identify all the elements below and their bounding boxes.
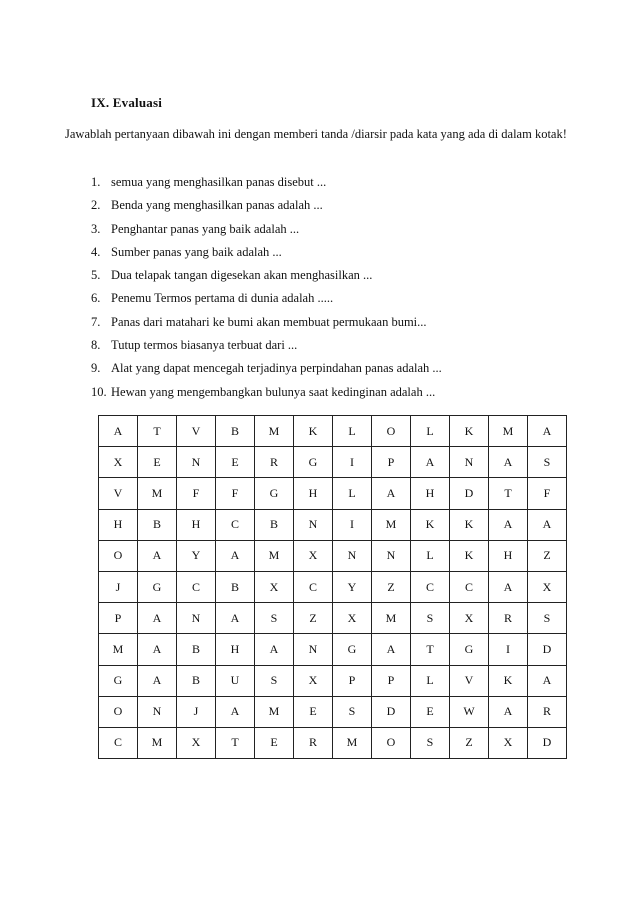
grid-cell[interactable]: V <box>99 478 138 509</box>
grid-cell[interactable]: P <box>372 447 411 478</box>
grid-cell[interactable]: L <box>411 416 450 447</box>
grid-cell[interactable]: T <box>489 478 528 509</box>
grid-cell[interactable]: D <box>372 696 411 727</box>
question-item <box>91 311 561 334</box>
grid-cell[interactable]: C <box>216 509 255 540</box>
grid-cell[interactable]: Z <box>450 727 489 758</box>
grid-cell[interactable]: O <box>372 727 411 758</box>
grid-cell[interactable]: L <box>411 665 450 696</box>
grid-row <box>99 416 567 447</box>
question-number: 8. <box>91 338 101 353</box>
grid-cell[interactable]: S <box>411 727 450 758</box>
grid-cell[interactable]: P <box>372 665 411 696</box>
grid-cell[interactable]: A <box>216 696 255 727</box>
grid-cell[interactable]: T <box>216 727 255 758</box>
grid-cell[interactable]: K <box>450 416 489 447</box>
grid-cell[interactable]: O <box>99 696 138 727</box>
grid-cell[interactable]: F <box>528 478 567 509</box>
grid-cell[interactable]: P <box>99 603 138 634</box>
question-item <box>91 381 561 404</box>
grid-cell[interactable]: Y <box>333 571 372 602</box>
question-text: Dua telapak tangan digesekan akan menghasilkan ... <box>111 268 373 283</box>
question-number: 5. <box>91 268 101 283</box>
grid-cell[interactable]: G <box>294 447 333 478</box>
grid-cell[interactable]: N <box>177 603 216 634</box>
grid-cell[interactable]: A <box>216 540 255 571</box>
grid-cell[interactable]: X <box>99 447 138 478</box>
grid-cell[interactable]: A <box>528 416 567 447</box>
grid-cell[interactable]: K <box>489 665 528 696</box>
grid-cell[interactable]: C <box>411 571 450 602</box>
grid-cell[interactable]: S <box>528 447 567 478</box>
grid-cell[interactable]: C <box>294 571 333 602</box>
grid-cell[interactable]: A <box>138 603 177 634</box>
question-item <box>91 241 561 264</box>
word-search-grid <box>98 415 567 759</box>
grid-cell[interactable]: X <box>177 727 216 758</box>
question-number: 10. <box>91 384 107 399</box>
grid-cell[interactable]: K <box>294 416 333 447</box>
grid-cell[interactable]: T <box>411 634 450 665</box>
grid-row <box>99 447 567 478</box>
question-item <box>91 218 561 241</box>
grid-cell[interactable]: R <box>489 603 528 634</box>
grid-cell[interactable]: I <box>333 509 372 540</box>
grid-cell[interactable]: W <box>450 696 489 727</box>
grid-cell[interactable]: M <box>255 416 294 447</box>
question-text: Alat yang dapat mencegah terjadinya perpindahan panas adalah ... <box>111 361 442 376</box>
grid-cell[interactable]: H <box>489 540 528 571</box>
grid-cell[interactable]: K <box>450 540 489 571</box>
question-number: 9. <box>91 361 101 376</box>
grid-cell[interactable]: M <box>489 416 528 447</box>
grid-cell[interactable]: A <box>372 478 411 509</box>
grid-row <box>99 509 567 540</box>
question-text: semua yang menghasilkan panas disebut ... <box>111 175 327 189</box>
grid-cell[interactable]: R <box>528 696 567 727</box>
question-text: Penemu Termos pertama di dunia adalah ..... <box>111 291 334 306</box>
grid-cell[interactable]: D <box>450 478 489 509</box>
grid-cell[interactable]: G <box>333 634 372 665</box>
grid-cell[interactable]: D <box>528 727 567 758</box>
grid-cell[interactable]: N <box>177 447 216 478</box>
grid-cell[interactable]: S <box>528 603 567 634</box>
grid-cell[interactable]: A <box>489 447 528 478</box>
grid-cell[interactable]: F <box>216 478 255 509</box>
question-text: Penghantar panas yang baik adalah ... <box>111 221 300 236</box>
grid-cell[interactable]: M <box>333 727 372 758</box>
grid-cell[interactable]: H <box>177 509 216 540</box>
grid-cell[interactable]: H <box>294 478 333 509</box>
grid-row <box>99 727 567 758</box>
grid-cell[interactable]: B <box>255 509 294 540</box>
grid-cell[interactable]: X <box>294 540 333 571</box>
grid-cell[interactable]: A <box>138 665 177 696</box>
grid-cell[interactable]: A <box>489 571 528 602</box>
grid-cell[interactable]: N <box>294 634 333 665</box>
grid-cell[interactable]: N <box>333 540 372 571</box>
grid-cell[interactable]: R <box>294 727 333 758</box>
grid-cell[interactable]: H <box>99 509 138 540</box>
grid-row <box>99 665 567 696</box>
grid-cell[interactable]: E <box>216 447 255 478</box>
grid-cell[interactable]: O <box>372 416 411 447</box>
grid-cell[interactable]: G <box>255 478 294 509</box>
grid-cell[interactable]: Z <box>372 571 411 602</box>
grid-cell[interactable]: D <box>528 634 567 665</box>
question-text: Sumber panas yang baik adalah ... <box>111 244 282 259</box>
grid-cell[interactable]: B <box>216 416 255 447</box>
question-text: Hewan yang mengembangkan bulunya saat kedinginan adalah ... <box>111 384 436 399</box>
grid-cell[interactable]: C <box>99 727 138 758</box>
grid-cell[interactable]: N <box>372 540 411 571</box>
question-number: 6. <box>91 291 101 306</box>
grid-cell[interactable]: A <box>99 416 138 447</box>
grid-cell[interactable]: Y <box>177 540 216 571</box>
grid-row <box>99 478 567 509</box>
grid-cell[interactable]: S <box>255 603 294 634</box>
grid-row <box>99 634 567 665</box>
grid-cell[interactable]: K <box>450 509 489 540</box>
grid-cell[interactable]: A <box>138 540 177 571</box>
question-item <box>91 357 561 380</box>
grid-cell[interactable]: G <box>138 571 177 602</box>
grid-row <box>99 571 567 602</box>
grid-cell[interactable]: L <box>333 416 372 447</box>
section-heading: IX. Evaluasi <box>91 95 163 110</box>
grid-cell[interactable]: S <box>255 665 294 696</box>
grid-cell[interactable]: N <box>450 447 489 478</box>
question-item <box>91 171 561 194</box>
grid-cell[interactable]: K <box>411 509 450 540</box>
grid-cell[interactable]: X <box>294 665 333 696</box>
grid-cell[interactable]: C <box>450 571 489 602</box>
question-number: 4. <box>91 244 101 259</box>
question-item <box>91 287 561 310</box>
question-list <box>91 171 561 404</box>
grid-cell[interactable]: B <box>177 665 216 696</box>
grid-cell[interactable]: E <box>411 696 450 727</box>
grid-cell[interactable]: H <box>411 478 450 509</box>
grid-cell[interactable]: M <box>99 634 138 665</box>
grid-row <box>99 696 567 727</box>
grid-cell[interactable]: F <box>177 478 216 509</box>
question-number: 7. <box>91 314 101 329</box>
grid-cell[interactable]: M <box>255 696 294 727</box>
grid-cell[interactable]: X <box>450 603 489 634</box>
grid-cell[interactable]: Z <box>294 603 333 634</box>
instruction-text: Jawablah pertanyaan dibawah ini dengan memberi tanda /diarsir pada kata yang ada di dalam kotak! <box>65 127 567 141</box>
question-number: 2. <box>91 198 101 213</box>
grid-row <box>99 540 567 571</box>
grid-cell[interactable]: N <box>138 696 177 727</box>
grid-row <box>99 603 567 634</box>
grid-cell[interactable]: L <box>411 540 450 571</box>
grid-cell[interactable]: Z <box>528 540 567 571</box>
grid-cell[interactable]: M <box>372 603 411 634</box>
grid-cell[interactable]: I <box>333 447 372 478</box>
grid-cell[interactable]: M <box>255 540 294 571</box>
grid-cell[interactable]: B <box>138 509 177 540</box>
grid-cell[interactable]: U <box>216 665 255 696</box>
question-item <box>91 264 561 287</box>
grid-cell[interactable]: A <box>489 696 528 727</box>
question-text: Panas dari matahari ke bumi akan membuat permukaan bumi... <box>111 314 427 329</box>
grid-cell[interactable]: V <box>177 416 216 447</box>
question-item <box>91 334 561 357</box>
grid-cell[interactable]: B <box>177 634 216 665</box>
question-item <box>91 194 561 217</box>
grid-cell[interactable]: M <box>138 478 177 509</box>
grid-cell[interactable]: R <box>255 447 294 478</box>
grid-cell[interactable]: G <box>450 634 489 665</box>
grid-cell[interactable]: A <box>528 509 567 540</box>
grid-cell[interactable]: S <box>411 603 450 634</box>
grid-cell[interactable]: A <box>489 509 528 540</box>
grid-cell[interactable]: I <box>489 634 528 665</box>
grid-cell[interactable]: J <box>177 696 216 727</box>
question-text: Tutup termos biasanya terbuat dari ... <box>111 338 298 353</box>
grid-cell[interactable]: X <box>528 571 567 602</box>
grid-cell[interactable]: O <box>99 540 138 571</box>
grid-cell[interactable]: H <box>216 634 255 665</box>
question-text: Benda yang menghasilkan panas adalah ... <box>111 198 323 213</box>
grid-cell[interactable]: A <box>216 603 255 634</box>
grid-cell[interactable]: E <box>294 696 333 727</box>
grid-cell[interactable]: L <box>333 478 372 509</box>
grid-cell[interactable]: A <box>255 634 294 665</box>
grid-cell[interactable]: V <box>450 665 489 696</box>
grid-cell[interactable]: G <box>99 665 138 696</box>
grid-cell[interactable]: A <box>528 665 567 696</box>
grid-cell[interactable]: X <box>333 603 372 634</box>
grid-cell[interactable]: M <box>138 727 177 758</box>
grid-cell[interactable]: X <box>489 727 528 758</box>
grid-cell[interactable]: A <box>372 634 411 665</box>
grid-cell[interactable]: E <box>255 727 294 758</box>
grid-cell[interactable]: N <box>294 509 333 540</box>
grid-cell[interactable]: E <box>138 447 177 478</box>
question-number: 1. <box>91 175 101 189</box>
grid-cell[interactable]: A <box>411 447 450 478</box>
grid-cell[interactable]: B <box>216 571 255 602</box>
grid-cell[interactable]: C <box>177 571 216 602</box>
grid-cell[interactable]: A <box>138 634 177 665</box>
grid-cell[interactable]: M <box>372 509 411 540</box>
grid-cell[interactable]: X <box>255 571 294 602</box>
grid-cell[interactable]: P <box>333 665 372 696</box>
grid-cell[interactable]: T <box>138 416 177 447</box>
question-number: 3. <box>91 221 101 236</box>
grid-cell[interactable]: S <box>333 696 372 727</box>
grid-cell[interactable]: J <box>99 571 138 602</box>
